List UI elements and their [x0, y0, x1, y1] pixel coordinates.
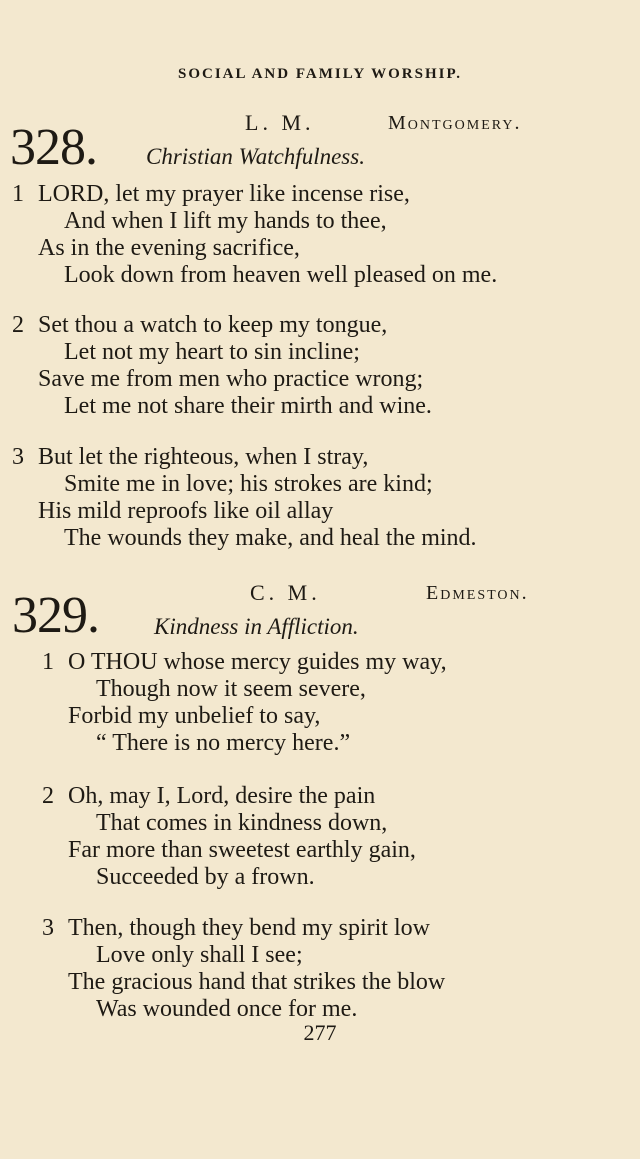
verse-line: Save me from men who practice wrong;	[38, 366, 424, 392]
verse-line: Though now it seem severe,	[96, 676, 366, 702]
hymn-tune: Montgomery.	[388, 112, 522, 134]
verse-line: Smite me in love; his strokes are kind;	[64, 471, 433, 497]
verse-line: That comes in kindness down,	[96, 810, 388, 836]
verse-line: Let not my heart to sin incline;	[64, 339, 360, 365]
hymn-number: 329.	[12, 587, 99, 644]
verse-line: O THOU whose mercy guides my way,	[68, 649, 447, 675]
verse-line: And when I lift my hands to thee,	[64, 208, 387, 234]
hymn-tune: Edmeston.	[426, 582, 529, 604]
hymn-subtitle: Kindness in Affliction.	[154, 614, 359, 639]
verse-line: Then, though they bend my spirit low	[68, 915, 430, 941]
verse-line: Set thou a watch to keep my tongue,	[38, 312, 388, 338]
running-head: SOCIAL AND FAMILY WORSHIP.	[177, 66, 462, 82]
verse-number: 3	[42, 915, 54, 941]
verse-line: Far more than sweetest earthly gain,	[68, 837, 416, 863]
verse-line: The gracious hand that strikes the blow	[68, 969, 446, 995]
hymn-subtitle: Christian Watchfulness.	[146, 144, 365, 169]
page-number: 277	[303, 1020, 337, 1045]
verse-line: Succeeded by a frown.	[96, 864, 315, 890]
verse-line: Forbid my unbelief to say,	[68, 703, 321, 729]
hymn-meter: L. M.	[245, 110, 315, 135]
verse-line: As in the evening sacrifice,	[38, 235, 300, 261]
verse-line: Look down from heaven well pleased on me.	[64, 262, 498, 288]
verse-line: But let the righteous, when I stray,	[38, 444, 369, 470]
hymn-meter: C. M.	[250, 580, 321, 605]
verse-line: LORD, let my prayer like incense rise,	[38, 181, 410, 207]
verse-number: 2	[42, 783, 54, 809]
verse-line: Love only shall I see;	[96, 942, 303, 968]
verse-line: The wounds they make, and heal the mind.	[64, 525, 477, 551]
verse-number: 1	[12, 181, 24, 207]
verse-line: Let me not share their mirth and wine.	[64, 393, 432, 419]
verse-number: 3	[12, 444, 24, 470]
hymn-number: 328.	[10, 119, 97, 176]
verse-number: 2	[12, 312, 24, 338]
verse-number: 1	[42, 649, 54, 675]
verse-line: Oh, may I, Lord, desire the pain	[68, 783, 376, 809]
verse-line: His mild reproofs like oil allay	[38, 498, 334, 524]
verse-line: “ There is no mercy here.”	[96, 730, 351, 756]
verse-line: Was wounded once for me.	[96, 996, 358, 1022]
